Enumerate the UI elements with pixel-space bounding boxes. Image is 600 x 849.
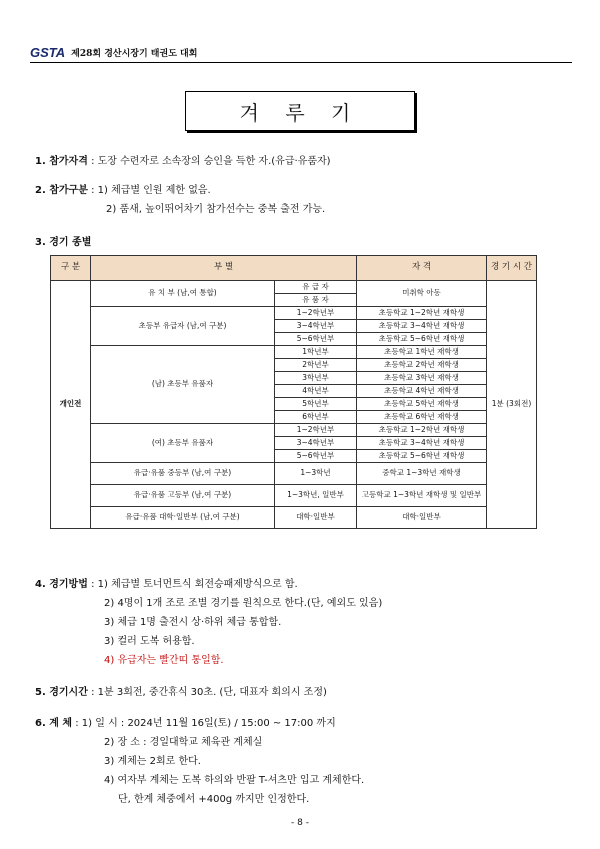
section-label: 6. 계 체 [35,718,73,729]
group-name: (남) 초등부 유품자 [91,346,275,424]
sub-division: 3~4학년부 [275,437,357,450]
event-table [50,255,537,529]
section-text: 4) 여자부 계체는 도복 하의와 반팔 T-셔츠만 입고 계체한다. [104,775,365,786]
page-number: - 8 - [291,818,309,828]
time-cell: 1분 (3회전) [487,281,537,529]
qualification: 초등학교 1~2학년 재학생 [357,307,487,320]
page-header [30,42,572,63]
section-eligibility [35,152,331,167]
section-label: 4. 경기방법 [35,579,88,590]
sub-division: 유 급 자 [275,281,357,294]
sub-division: 5학년부 [275,398,357,411]
section-label: 5. 경기시간 [35,687,88,698]
header-division: 부 별 [91,256,357,281]
qualification: 초등학교 5~6학년 재학생 [357,450,487,463]
group-name: 유급·유품 고등부 (남,여 구분) [91,485,275,507]
header-category: 구 분 [51,256,91,281]
sub-division: 1~2학년부 [275,307,357,320]
qualification: 고등학교 1~3학년 재학생 및 일반부 [357,485,487,507]
sub-division: 1학년부 [275,346,357,359]
sub-division: 유 품 자 [275,294,357,307]
section-text: 2) 장 소 : 경일대학교 체육관 계체실 [104,737,263,748]
qualification: 미취학 아동 [357,281,487,307]
sub-division: 1~2학년부 [275,424,357,437]
sub-division: 5~6학년부 [275,450,357,463]
section-text: : 1분 3회전, 중간휴식 30초. (단, 대표자 회의시 조정) [91,687,327,698]
gsta-logo: GSTA [30,44,66,60]
group-name: 유 치 부 (남,여 통합) [91,281,275,307]
sub-division: 3~4학년부 [275,320,357,333]
qualification: 초등학교 1~2학년 재학생 [357,424,487,437]
qualification: 초등학교 5~6학년 재학생 [357,333,487,346]
header-qualification: 자 격 [357,256,487,281]
qualification: 초등학교 3~4학년 재학생 [357,320,487,333]
qualification: 중학교 1~3학년 재학생 [357,463,487,485]
qualification: 초등학교 5학년 재학생 [357,398,487,411]
section-text: 3) 체급 1명 출전시 상·하위 체급 통합함. [104,617,282,628]
section-text: 2) 품새, 높이뛰어차기 참가선수는 중복 출전 가능. [106,204,326,215]
group-name: 유급·유품 대학·일반부 (남,여 구분) [91,507,275,529]
section-text: 2) 4명이 1개 조로 조별 경기를 원칙으로 한다.(단, 예외도 있음) [104,598,383,609]
sub-division: 4학년부 [275,385,357,398]
section-weighin [35,714,336,729]
qualification: 초등학교 1학년 재학생 [357,346,487,359]
category-cell: 개인전 [51,281,91,529]
header-time: 경 기 시 간 [487,256,537,281]
section-text: 3) 컬러 도복 허용함. [104,636,195,647]
section-division [35,181,211,196]
sub-division: 3학년부 [275,372,357,385]
sub-division: 대학·일반부 [275,507,357,529]
section-text: : 도장 수련자로 소속장의 승인을 득한 자.(유급·유품자) [91,156,331,167]
sub-division: 2학년부 [275,359,357,372]
section-label: 3. 경기 종별 [35,237,92,248]
sub-division: 6학년부 [275,411,357,424]
group-name: (여) 초등부 유품자 [91,424,275,463]
section-text: : 1) 체급별 토너먼트식 회전승패제방식으로 함. [91,579,298,590]
qualification: 초등학교 4학년 재학생 [357,385,487,398]
section-text: : 1) 체급별 인원 제한 없음. [91,185,211,196]
page-title: 겨 루 기 [185,91,415,131]
section-text: : 1) 일 시 : 2024년 11월 16일(토) / 15:00 ~ 17:00 까지 [75,718,336,729]
sub-division: 5~6학년부 [275,333,357,346]
section-label: 1. 참가자격 [35,156,88,167]
group-name: 초등부 유급자 (남,여 구분) [91,307,275,346]
section-text: 3) 계체는 2회로 한다. [104,756,201,767]
qualification: 초등학교 6학년 재학생 [357,411,487,424]
qualification: 초등학교 3학년 재학생 [357,372,487,385]
sub-division: 1~3학년, 일반부 [275,485,357,507]
section-label: 2. 참가구분 [35,185,88,196]
section-text: 단, 한계 체중에서 +400g 까지만 인정한다. [118,794,310,805]
group-name: 유급·유품 중등부 (남,여 구분) [91,463,275,485]
qualification: 초등학교 2학년 재학생 [357,359,487,372]
section-duration [35,683,327,698]
header-title: 제28회 경산시장기 태권도 대회 [71,48,198,59]
section-method [35,575,298,590]
sub-division: 1~3학년 [275,463,357,485]
qualification: 초등학교 3~4학년 재학생 [357,437,487,450]
section-text: 4) 유급자는 빨간띠 통일함. [104,655,224,666]
qualification: 대학·일반부 [357,507,487,529]
